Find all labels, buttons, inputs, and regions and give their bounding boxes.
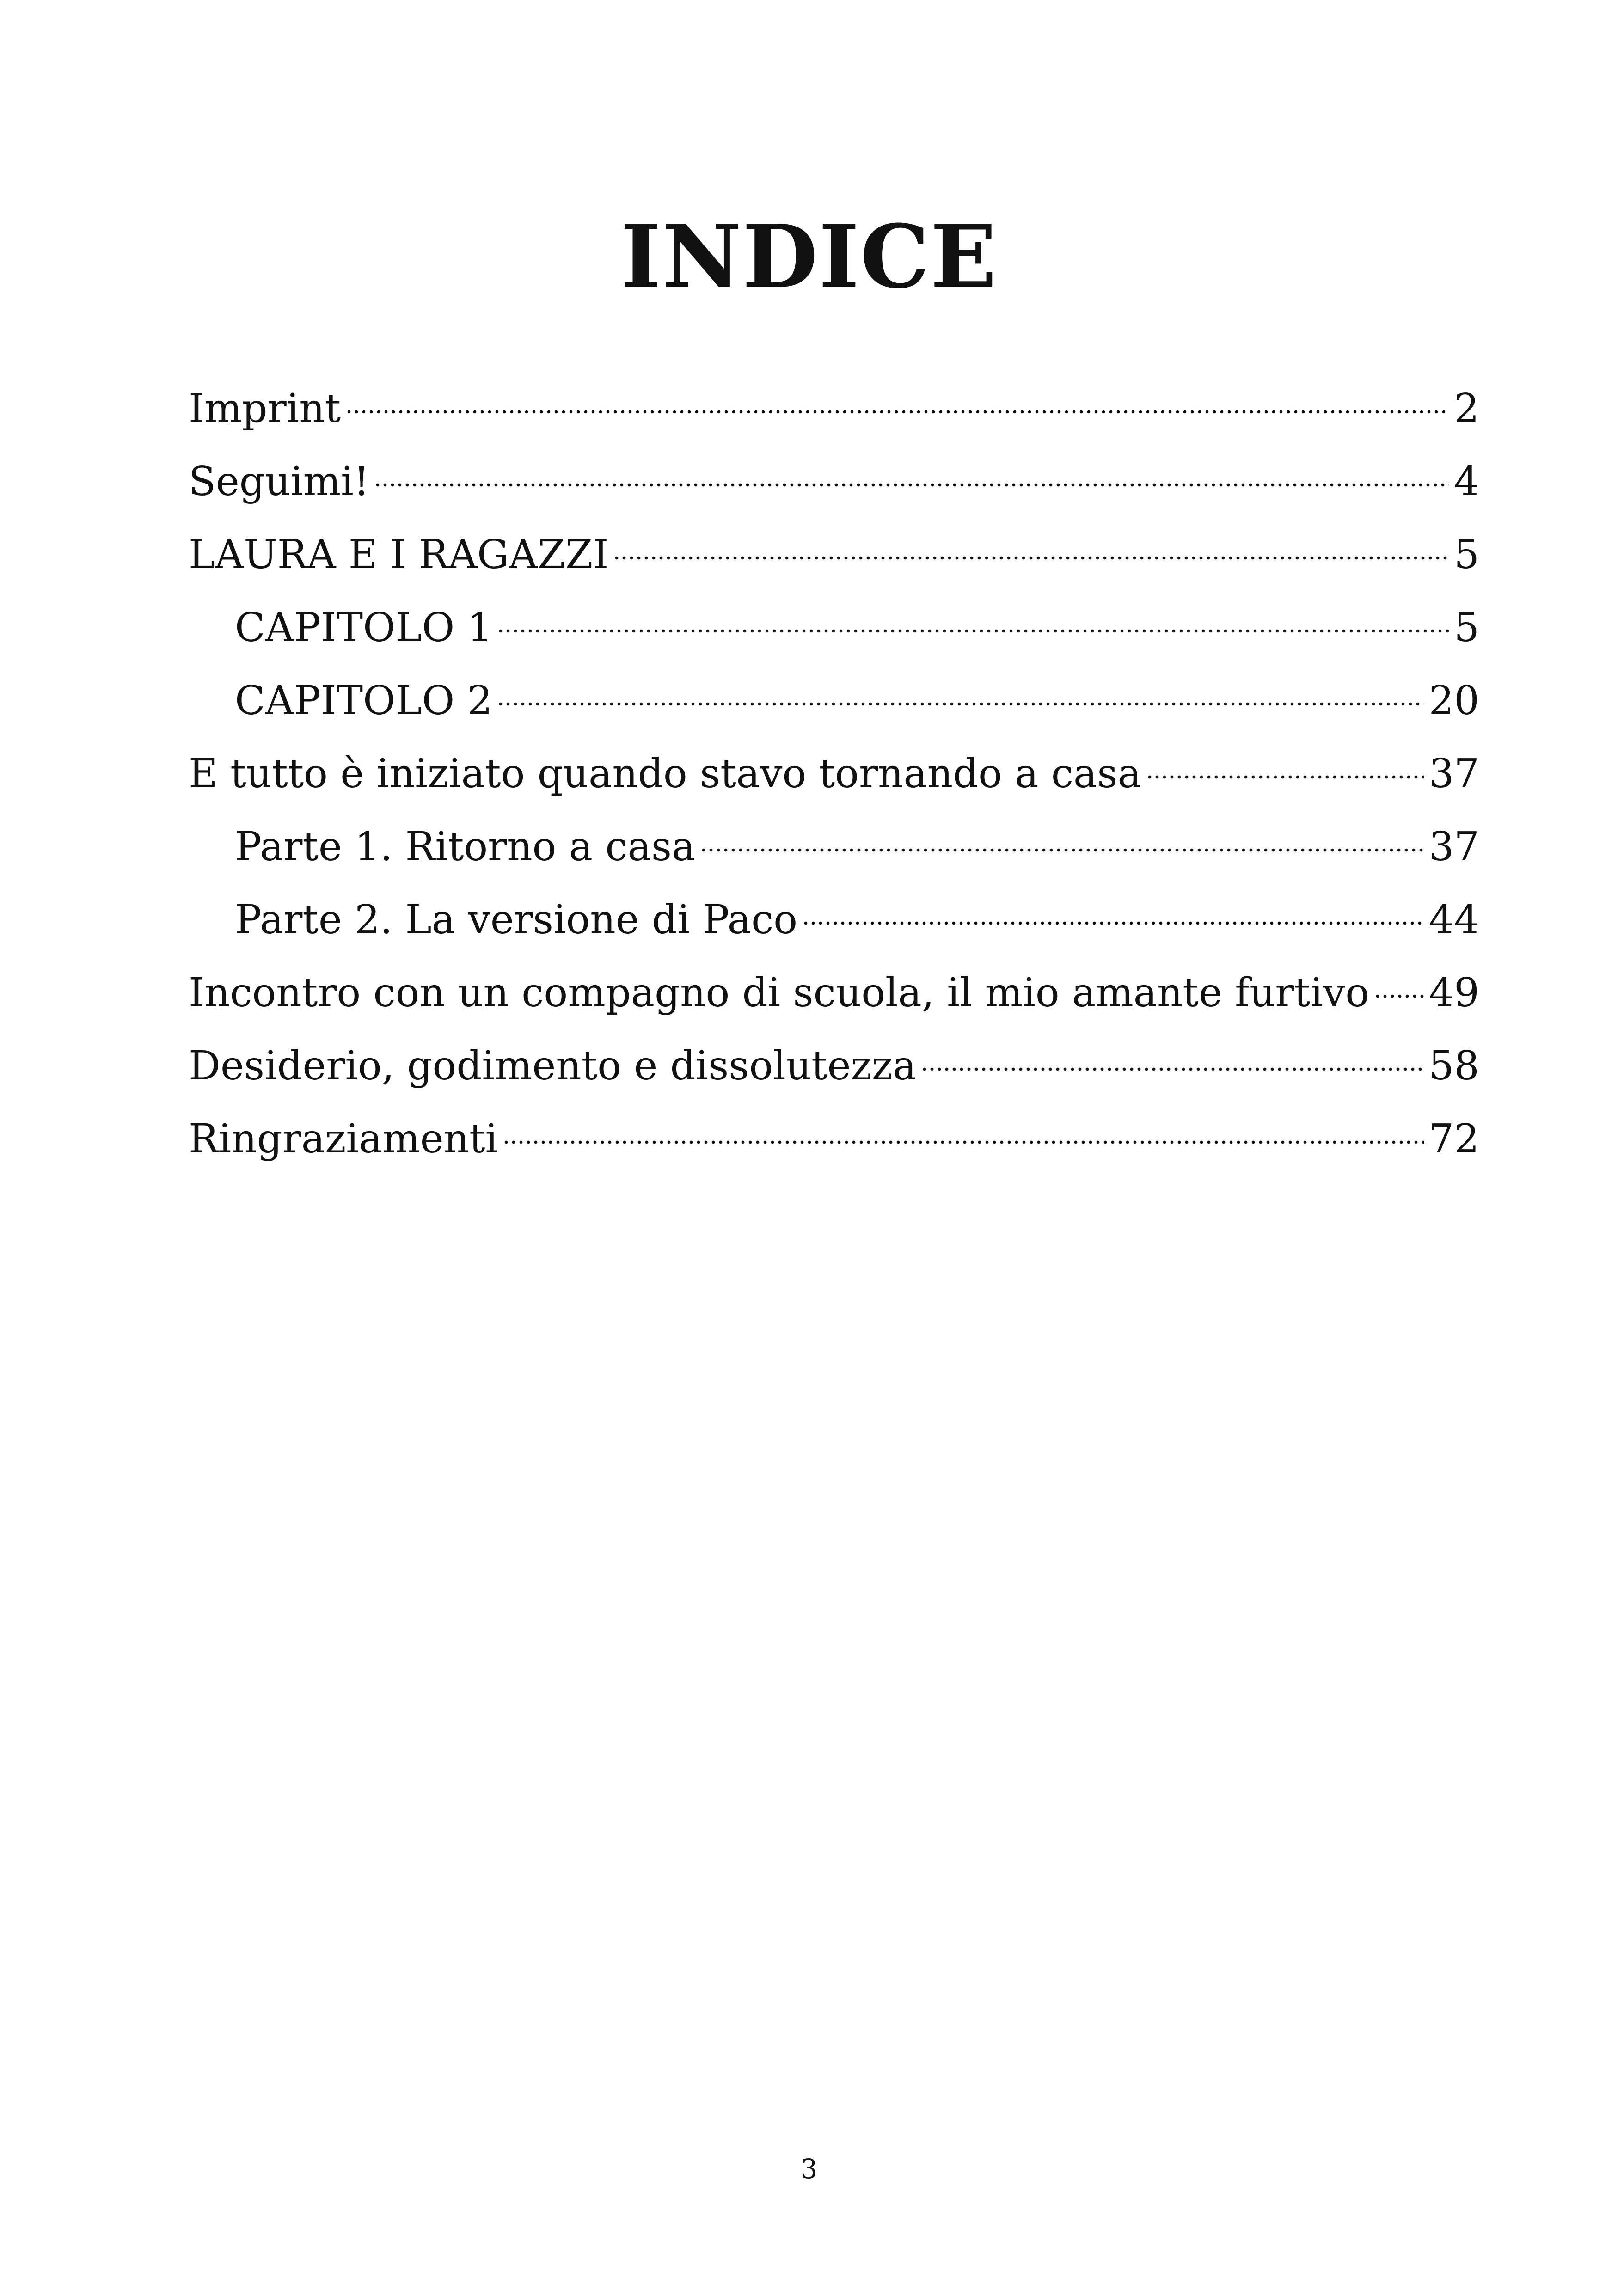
toc-dot-leader <box>345 376 1449 422</box>
toc-entry-page: 72 <box>1428 1116 1479 1162</box>
toc-dot-leader <box>503 1106 1424 1152</box>
toc-dot-leader <box>497 595 1449 641</box>
toc-entry-page: 37 <box>1428 751 1479 797</box>
toc-entry-title: Parte 2. La versione di Paco <box>235 897 798 943</box>
toc-entry-title: LAURA E I RAGAZZI <box>189 532 609 578</box>
toc-entry-page: 37 <box>1428 824 1479 870</box>
page-number: 3 <box>800 2153 818 2185</box>
toc-dot-leader <box>1146 741 1424 787</box>
toc-entry-title: Imprint <box>189 386 341 432</box>
toc-entry-page: 5 <box>1454 532 1479 578</box>
toc-entry-page: 5 <box>1454 605 1479 651</box>
toc-entry[interactable] <box>189 372 1479 445</box>
toc-entry[interactable] <box>189 956 1479 1029</box>
toc-entry-page: 44 <box>1428 897 1479 943</box>
toc-entry-title: CAPITOLO 2 <box>235 678 493 724</box>
toc-entry-page: 4 <box>1454 459 1479 505</box>
toc-dot-leader <box>802 887 1424 933</box>
toc-entry-title: CAPITOLO 1 <box>235 605 493 651</box>
toc-entry[interactable] <box>189 445 1479 518</box>
page-title: INDICE <box>620 205 998 308</box>
toc-entry-title: Incontro con un compagno di scuola, il mio amante furtivo <box>189 970 1369 1016</box>
toc-dot-leader <box>1374 960 1424 1006</box>
toc-dot-leader <box>700 814 1424 860</box>
toc-entry[interactable] <box>189 1102 1479 1176</box>
toc-entry-title: Seguimi! <box>189 459 370 505</box>
toc-entry-title: Ringraziamenti <box>189 1116 498 1162</box>
table-of-contents <box>189 372 1479 1176</box>
toc-entry-title: Desiderio, godimento e dissolutezza <box>189 1043 917 1089</box>
toc-entry-title: Parte 1. Ritorno a casa <box>235 824 696 870</box>
toc-entry[interactable] <box>189 1029 1479 1102</box>
toc-entry[interactable] <box>189 518 1479 591</box>
toc-entry[interactable] <box>189 810 1479 883</box>
toc-entry-page: 2 <box>1454 386 1479 432</box>
toc-entry-title: E tutto è iniziato quando stavo tornando a casa <box>189 751 1141 797</box>
toc-dot-leader <box>374 449 1449 495</box>
toc-entry[interactable] <box>189 591 1479 664</box>
toc-entry-page: 20 <box>1428 678 1479 724</box>
toc-entry-page: 58 <box>1428 1043 1479 1089</box>
toc-dot-leader <box>497 668 1424 714</box>
toc-entry[interactable] <box>189 737 1479 810</box>
toc-dot-leader <box>613 522 1449 568</box>
toc-entry[interactable] <box>189 883 1479 956</box>
toc-dot-leader <box>921 1033 1424 1079</box>
toc-entry-page: 49 <box>1428 970 1479 1016</box>
toc-entry[interactable] <box>189 664 1479 737</box>
